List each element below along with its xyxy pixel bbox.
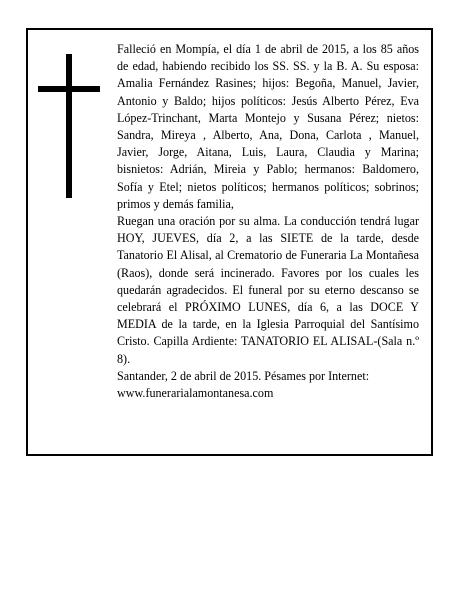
- cross-horizontal-bar: [38, 86, 100, 92]
- cross-icon: [38, 54, 100, 198]
- obituary-paragraph: Falleció en Mompía, el día 1 de abril de 2015, a los 85 años de edad, habiendo recibido los SS. SS. y la B. A. Su esposa: Amalia Fernández Rasines; hijos: Begoña, Manuel, Javier, Antonio y Baldo; hijos políticos: Jesús Alberto Pérez, Eva López-Trinchant, Marta Montejo y Susana Pérez; nietos: Sandra, Mireya , Alberto, Ana, Dona, Carlota , Manuel, Javier, Jorge, Aitana, Luis, Laura, Claudia y Marina; bisnietos: Adrián, Mireia y Pablo; hermanos: Baldomero, Sofía y Etel; nietos políticos; hermanos políticos; sobrinos; primos y demás familia,: [117, 42, 419, 211]
- website-link[interactable]: www.funerarialamontanesa.com: [117, 386, 274, 401]
- website-line: [117, 385, 419, 402]
- dateline: Santander, 2 de abril de 2015. Pésames por Internet:: [117, 368, 370, 383]
- obituary-text-block: [117, 41, 419, 402]
- cross-vertical-bar: [66, 54, 72, 198]
- obituary-notice-frame: [26, 28, 433, 456]
- ceremony-paragraph: Ruegan una oración por su alma. La conducción tendrá lugar HOY, JUEVES, día 2, a las SIETE de la tarde, desde Tanatorio El Alisal, al Crematorio de Funeraria La Montañesa (Raos), donde será incinerado. Favores por los cuales les quedarán agradecidos. El funeral por su eterno descanso se celebrará el PRÓXIMO LUNES, día 6, a las DOCE Y MEDIA de la tarde, en la Iglesia Parroquial del Santísimo Cristo. Capilla Ardiente: TANATORIO EL ALISAL-(Sala n.º 8).: [117, 214, 419, 366]
